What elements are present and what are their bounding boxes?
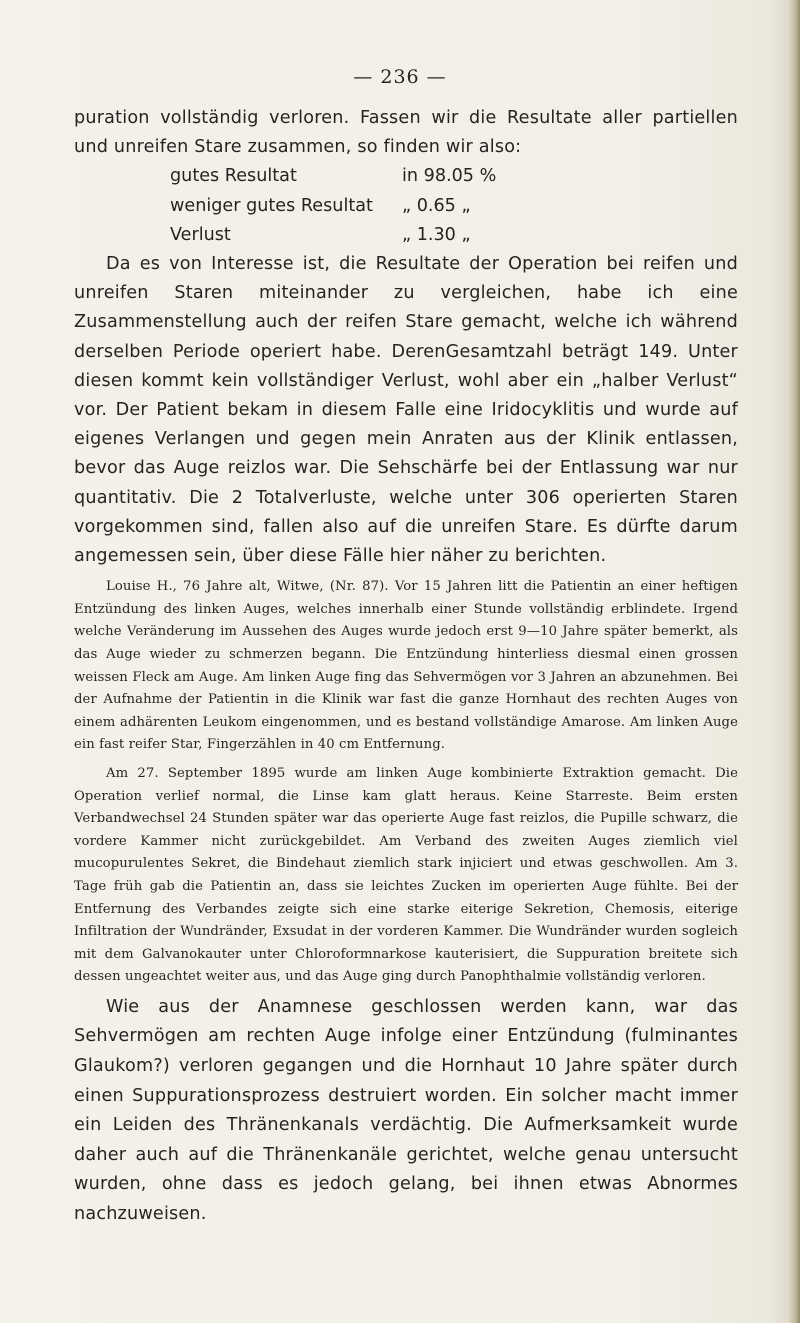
result-label: gutes Resultat (170, 166, 297, 187)
case-history-anamnesis: Louise H., 76 Jahre alt, Witwe, (Nr. 87). Vor 15 Jahren litt die Patientin an einer heftigen Entzündung des linken Auges, welches innerhalb einer Stunde vollständig erblindete. Irgend welche Veränderung im Aussehen des Auges wurde jedoch erst 9—10 Jahre später bemerkt, als das Auge wieder zu schmerzen begann. Die Entzündung hinterliess diesmal einen grossen weissen Fleck am Auge. Am linken Auge fing das Sehvermögen vor 3 Jahren an abzunehmen. Bei der Aufnahme der Patientin in die Klinik war fast die ganze Hornhaut des rechten Auges von einem adhärenten Leukom eingenommen, und es bestand vollständige Amarose. Am linken Auge ein fast reifer Star, Fingerzählen in 40 cm Entfernung. (74, 579, 738, 753)
page-content (74, 104, 738, 1230)
result-label: Verlust (170, 224, 231, 245)
result-label: weniger gutes Resultat (170, 195, 373, 216)
result-value: „ 0.65 „ (402, 195, 471, 216)
comparison-paragraph: Da es von Interesse ist, die Resultate der Operation bei reifen und unreifen Staren miteinander zu vergleichen, habe ich eine Zusammenstellung auch der reifen Stare gemacht, welche ich während derselben Periode operiert habe. DerenGesamtzahl beträgt 149. Unter diesen kommt kein vollständiger Verlust, wohl aber ein „halber Verlust“ vor. Der Patient bekam in diesem Falle eine Iridocyklitis und wurde auf eigenes Verlangen und gegen mein Anraten aus der Klinik entlassen, bevor das Auge reizlos war. Die Sehschärfe bei der Entlassung war nur quantitativ. Die 2 Totalverluste, welche unter 306 operierten Staren vorgekommen sind, fallen also auf die unreifen Stare. Es dürfte darum angemessen sein, über diese Fälle hier näher zu berichten. (74, 253, 738, 566)
result-value: in 98.05 % (402, 166, 497, 187)
results-row (170, 162, 738, 191)
page-edge-shadow (788, 0, 800, 1323)
conclusion-paragraph: Wie aus der Anamnese geschlossen werden kann, war das Sehvermögen am rechten Auge infolge einer Entzündung (fulminantes Glaukom?) verloren gegangen und die Hornhaut 10 Jahre später durch einen Suppurationsprozess destruiert worden. Ein solcher macht immer ein Leiden des Thränenkanals verdächtig. Die Aufmerksamkeit wurde daher auch auf die Thränenkanäle gerichtet, welche genau untersucht wurden, ohne dass es jedoch gelang, bei ihnen etwas Abnormes nachzuweisen. (74, 996, 738, 1225)
results-row (170, 221, 738, 250)
page-number: — 236 — (353, 66, 447, 88)
intro-paragraph: puration vollständig verloren. Fassen wir die Resultate aller partiellen und unreifen Stare zusammen, so finden wir also: (74, 108, 738, 158)
results-table (170, 162, 738, 250)
result-value: „ 1.30 „ (402, 224, 471, 245)
results-row (170, 192, 738, 221)
case-history-operation: Am 27. September 1895 wurde am linken Auge kombinierte Extraktion gemacht. Die Operation verlief normal, die Linse kam glatt heraus. Keine Starreste. Beim ersten Verbandwechsel 24 Stunden später war das operierte Auge fast reizlos, die Pupille schwarz, die vordere Kammer nicht zurückgebildet. Am Verband des zweiten Auges ziemlich viel mucopurulentes Sekret, die Bindehaut ziemlich stark injiciert und etwas geschwollen. Am 3. Tage früh gab die Patientin an, dass sie leichtes Zucken im operierten Auge fühlte. Bei der Entfernung des Verbandes zeigte sich eine starke eiterige Sekretion, Chemosis, eiterige Infiltration der Wundränder, Exsudat in der vorderen Kammer. Die Wundränder wurden sogleich mit dem Galvanokauter unter Chloroformnarkose kauterisiert, die Suppuration breitete sich dessen ungeachtet weiter aus, und das Auge ging durch Panophthalmie vollständig verloren. (74, 765, 738, 985)
